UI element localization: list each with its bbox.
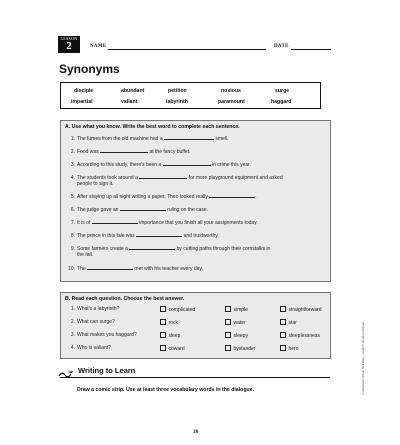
- checkbox-icon: [160, 319, 166, 325]
- question-a-7: 7. It is of importance that you finish all your assignments today.: [70, 220, 258, 226]
- section-b: [60, 292, 331, 359]
- question-a-6: 6. The judge gave an ruling on the case.: [70, 207, 209, 213]
- question-b-2: 2. What can surge?: [70, 319, 115, 325]
- question-a-9-cont: the fall.: [77, 252, 94, 258]
- page-number: 38: [193, 429, 199, 435]
- option-checkbox[interactable]: simple: [225, 306, 248, 313]
- checkbox-icon: [280, 319, 286, 325]
- checkbox-icon: [160, 345, 166, 351]
- question-b-1: 1. What's a labyrinth?: [70, 306, 120, 312]
- word-bank-item: valiant: [121, 99, 138, 105]
- date-label: DATE: [274, 44, 289, 49]
- section-b-heading: B. Read each question. Choose the best answer.: [65, 296, 185, 302]
- section-a: [60, 120, 331, 282]
- word-bank: [60, 82, 321, 109]
- checkbox-icon: [160, 332, 166, 338]
- question-a-9: 9. Some farmers create a by cutting paths through their cornstalks in: [70, 246, 271, 252]
- answer-blank[interactable]: [100, 148, 148, 153]
- answer-blank[interactable]: [164, 135, 214, 140]
- checkbox-icon: [225, 306, 231, 312]
- name-label: NAME: [90, 44, 107, 49]
- word-bank-item: surge: [275, 88, 290, 94]
- checkbox-icon: [280, 345, 286, 351]
- option-checkbox[interactable]: star: [280, 319, 297, 326]
- section-a-heading: A. Use what you know. Write the best word to complete each sentence.: [65, 124, 240, 130]
- lesson-badge: [58, 36, 80, 53]
- option-checkbox[interactable]: hero: [280, 345, 299, 352]
- lesson-label: LESSON: [60, 36, 78, 41]
- answer-blank[interactable]: [120, 206, 166, 211]
- word-bank-item: labyrinth: [166, 99, 188, 105]
- option-checkbox[interactable]: bystander: [225, 345, 255, 352]
- word-bank-item: impartial: [71, 99, 93, 105]
- lesson-number: 2: [66, 40, 72, 52]
- answer-blank[interactable]: [129, 245, 175, 250]
- option-checkbox[interactable]: sleep: [160, 332, 180, 339]
- option-checkbox[interactable]: water: [225, 319, 246, 326]
- question-a-4: 4. The students took around a for more playground equipment and asked: [70, 175, 283, 181]
- word-bank-item: abundant: [121, 88, 145, 94]
- answer-blank[interactable]: [163, 161, 211, 166]
- name-field[interactable]: [108, 49, 266, 50]
- option-checkbox[interactable]: rock: [160, 319, 178, 326]
- option-checkbox[interactable]: sleeplessness: [280, 332, 320, 339]
- answer-blank[interactable]: [92, 219, 138, 224]
- question-a-2: 2. Food was at the fancy buffet.: [70, 149, 191, 155]
- copyright-notice: © Heinemann. Words Their Way — Grade 6. All rights reserved.: [362, 321, 365, 395]
- question-a-1: 1. The fumes from the old machine had a smell.: [70, 136, 229, 142]
- word-bank-item: petition: [168, 88, 187, 94]
- answer-blank[interactable]: [209, 193, 255, 198]
- option-checkbox[interactable]: coward: [160, 345, 185, 352]
- checkbox-icon: [280, 306, 286, 312]
- word-bank-item: disciple: [74, 88, 94, 94]
- writing-prompt: Draw a comic strip. Use at least three vocabulary words in the dialogue.: [77, 387, 255, 393]
- page-title: Synonyms: [59, 62, 120, 76]
- word-bank-item: paramount: [218, 99, 245, 105]
- section-divider: [60, 377, 330, 378]
- writing-to-learn-title: Writing to Learn: [78, 366, 136, 375]
- question-a-3: 3. According to this study, there's been a in crime this year.: [70, 162, 251, 168]
- answer-blank[interactable]: [136, 232, 182, 237]
- option-checkbox[interactable]: complicated: [160, 306, 195, 313]
- question-a-4-cont: people to sign it.: [77, 181, 114, 187]
- checkbox-icon: [160, 306, 166, 312]
- option-checkbox[interactable]: sleepy: [225, 332, 248, 339]
- question-b-4: 4. Who is valiant?: [70, 345, 111, 351]
- option-checkbox[interactable]: straightforward: [280, 306, 322, 313]
- word-bank-item: haggard: [271, 99, 292, 105]
- checkbox-icon: [225, 345, 231, 351]
- answer-blank[interactable]: [139, 174, 187, 179]
- question-b-3: 3. What makes you haggard?: [70, 332, 137, 338]
- question-a-10: 10. The met with his teacher every day.: [68, 266, 203, 272]
- answer-blank[interactable]: [87, 265, 133, 270]
- date-field[interactable]: [291, 49, 331, 50]
- checkbox-icon: [225, 319, 231, 325]
- checkbox-icon: [225, 332, 231, 338]
- question-a-8: 8. The prince in this tale was and trustworthy.: [70, 233, 219, 239]
- word-bank-item: noxious: [221, 88, 241, 94]
- checkbox-icon: [280, 332, 286, 338]
- question-a-5: 5. After staying up all night writing a paper, Theo looked really .: [70, 194, 257, 200]
